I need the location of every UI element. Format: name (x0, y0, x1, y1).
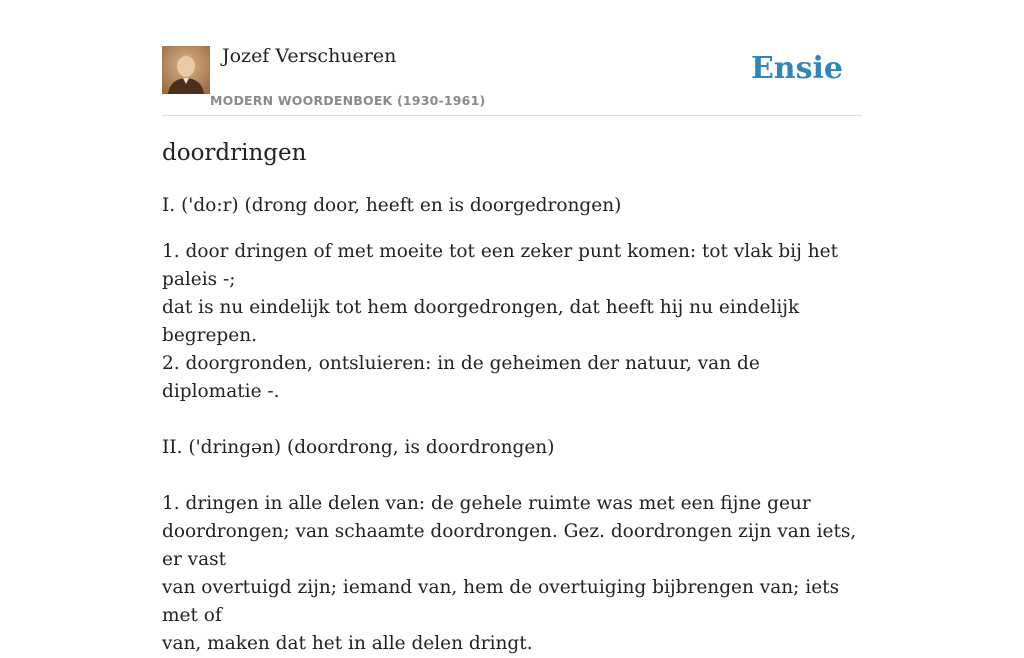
entry-card (162, 0, 862, 654)
sense-1-heading: I. ('do:r) (drong door, heeft en is doorgedrongen) (162, 195, 622, 216)
headword: doordringen (162, 140, 307, 166)
sense-1-line-1: 1. door dringen of met moeite tot een zeker punt komen: tot vlak bij het paleis -; (162, 241, 839, 290)
author-portrait-icon (162, 46, 210, 94)
author-avatar[interactable] (162, 46, 210, 94)
author-name[interactable]: Jozef Verschueren (222, 45, 397, 67)
sense-2-line-1: 1. dringen in alle delen van: de gehele ruimte was met een fijne geur (162, 493, 811, 514)
source-title[interactable]: MODERN WOORDENBOEK (1930-1961) (210, 93, 486, 108)
brand-logo[interactable]: Ensie (750, 51, 843, 86)
definition-body (162, 192, 862, 658)
sense-2-heading: II. ('dringən) (doordrong, is doordrongen) (162, 437, 555, 458)
sense-1-line-2: dat is nu eindelijk tot hem doorgedrongen, dat heeft hij nu eindelijk begrepen. (162, 297, 800, 346)
header-divider (162, 115, 862, 116)
sense-1-line-3: 2. doorgronden, ontsluieren: in de geheimen der natuur, van de diplomatie -. (162, 353, 760, 402)
sense-2-line-2: doordrongen; van schaamte doordrongen. Gez. doordrongen zijn van iets, er vast (162, 521, 857, 570)
sense-2-line-3: van overtuigd zijn; iemand van, hem de overtuiging bijbrengen van; iets met of (162, 577, 840, 626)
sense-2-line-4: van, maken dat het in alle delen dringt. (162, 633, 533, 654)
